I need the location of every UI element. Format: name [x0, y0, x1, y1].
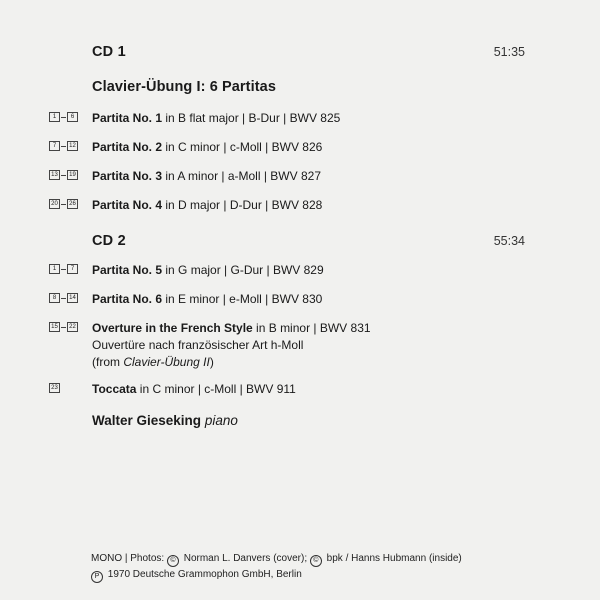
track-row	[49, 139, 529, 156]
track-range	[49, 291, 92, 303]
track-title: Toccata	[92, 382, 137, 396]
track-detail: in A minor | a-Moll | BWV 827	[162, 169, 321, 183]
work-title: Clavier-Übung I: 6 Partitas	[92, 79, 276, 95]
track-range	[49, 197, 92, 209]
track-range	[49, 381, 92, 393]
track-row	[49, 320, 529, 371]
track-range	[49, 168, 92, 180]
copyright-symbol: ©	[167, 555, 179, 567]
phonogram-credit: P 1970 Deutsche Grammophon GmbH, Berlin	[91, 567, 462, 583]
track-start-box: 23	[49, 383, 60, 393]
cd1-duration: 51:35	[493, 45, 525, 59]
track-detail: in C minor | c-Moll | BWV 911	[136, 382, 296, 396]
track-title: Partita No. 1	[92, 111, 163, 125]
track-start-box: 1	[49, 112, 60, 122]
copyright-symbol: ©	[310, 555, 322, 567]
track-start-box: 8	[49, 293, 60, 303]
cd1-label: CD 1	[92, 44, 126, 60]
track-title: Partita No. 3	[92, 169, 163, 183]
track-range	[49, 262, 92, 274]
track-end-box: 26	[67, 199, 78, 209]
phonogram-symbol: P	[91, 571, 103, 583]
track-range	[49, 320, 92, 332]
track-text	[92, 262, 324, 279]
track-text	[92, 197, 322, 214]
track-text	[92, 320, 371, 371]
track-row	[49, 262, 529, 279]
track-end-box: 12	[67, 141, 78, 151]
track-source-title: Clavier-Übung II	[123, 355, 210, 369]
track-row	[49, 381, 529, 398]
track-text	[92, 168, 321, 185]
track-range	[49, 110, 92, 122]
cd1-header	[92, 44, 525, 60]
track-start-box: 13	[49, 170, 60, 180]
track-range	[49, 139, 92, 151]
track-row	[49, 291, 529, 308]
track-row	[49, 110, 529, 127]
photo-credits: MONO | Photos: © Norman L. Danvers (cover); © bpk / Hanns Hubmann (inside)	[91, 551, 462, 567]
track-text	[92, 291, 322, 308]
track-text	[92, 139, 322, 156]
performer	[92, 413, 238, 428]
track-detail: in B minor | BWV 831	[252, 321, 371, 335]
cd2-label: CD 2	[92, 233, 126, 249]
track-subtitle: Ouvertüre nach französischer Art h-Moll	[92, 338, 304, 352]
cd2-header	[92, 233, 525, 249]
track-title: Partita No. 4	[92, 198, 163, 212]
track-start-box: 15	[49, 322, 60, 332]
track-text	[92, 110, 340, 127]
track-title: Partita No. 6	[92, 292, 163, 306]
track-detail: in C minor | c-Moll | BWV 826	[162, 140, 323, 154]
track-start-box: 1	[49, 264, 60, 274]
track-end-box: 7	[67, 264, 78, 274]
track-end-box: 6	[67, 112, 78, 122]
track-start-box: 20	[49, 199, 60, 209]
track-detail: in E minor | e-Moll | BWV 830	[162, 292, 323, 306]
performer-name: Walter Gieseking	[92, 413, 202, 428]
track-detail: in D major | D-Dur | BWV 828	[162, 198, 323, 212]
track-source: (from Clavier-Übung II)	[92, 355, 214, 369]
performer-instrument: piano	[204, 413, 238, 428]
track-start-box: 7	[49, 141, 60, 151]
track-detail: in G major | G-Dur | BWV 829	[162, 263, 324, 277]
cd2-duration: 55:34	[493, 234, 525, 248]
track-title: Overture in the French Style	[92, 321, 253, 335]
track-row	[49, 168, 529, 185]
track-row	[49, 197, 529, 214]
credits-footer	[91, 551, 462, 583]
track-text	[92, 381, 296, 398]
track-title: Partita No. 2	[92, 140, 163, 154]
track-end-box: 14	[67, 293, 78, 303]
track-end-box: 19	[67, 170, 78, 180]
track-end-box: 22	[67, 322, 78, 332]
track-title: Partita No. 5	[92, 263, 163, 277]
track-detail: in B flat major | B-Dur | BWV 825	[162, 111, 341, 125]
